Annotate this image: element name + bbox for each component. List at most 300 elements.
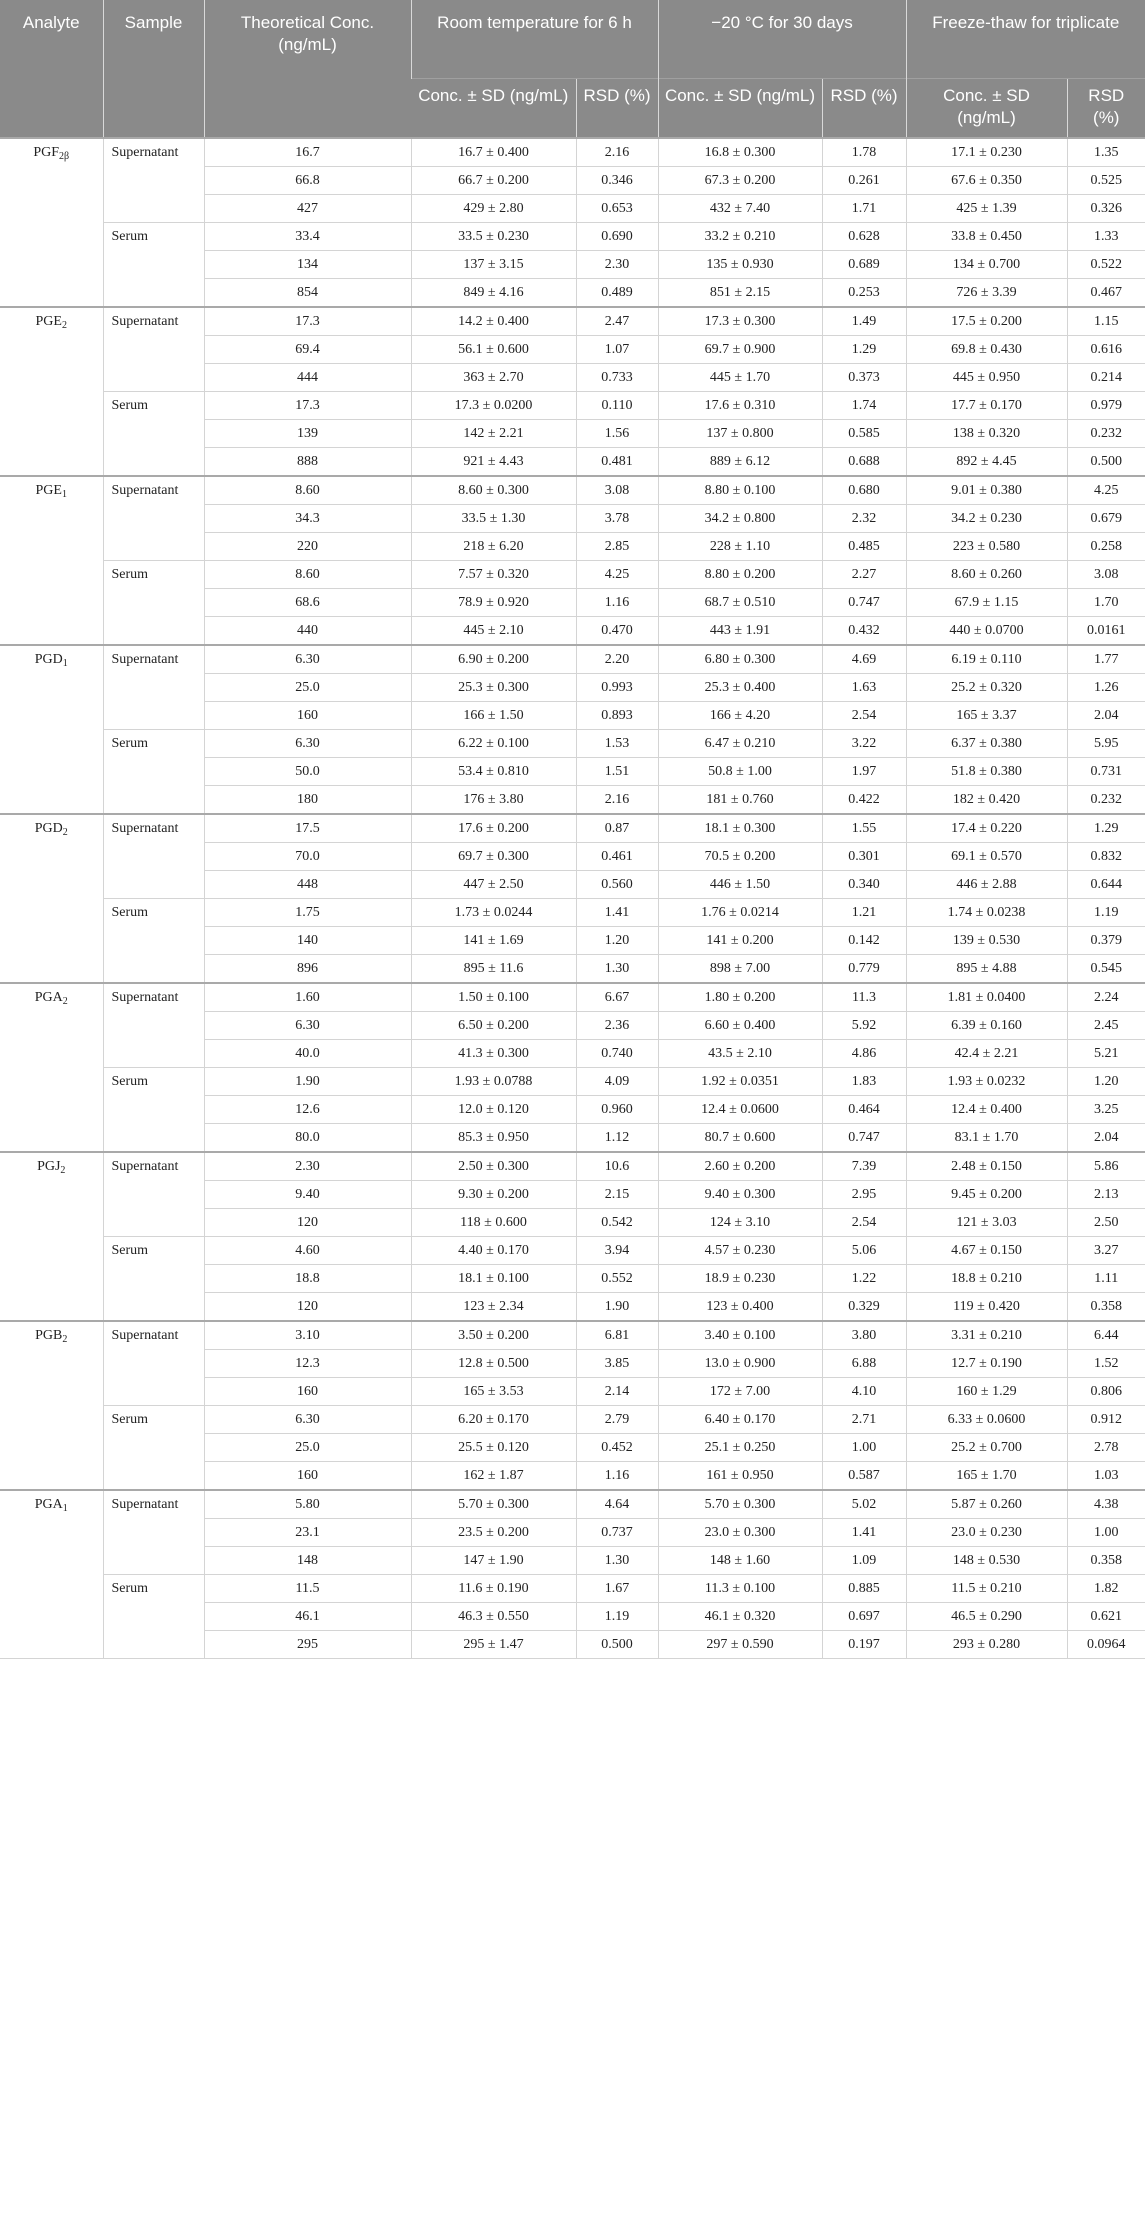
minus20-conc-cell: 161 ± 0.950 — [658, 1462, 822, 1491]
sample-type-cell: Serum — [103, 1237, 204, 1322]
freeze-thaw-conc-cell: 148 ± 0.530 — [906, 1547, 1067, 1575]
theoretical-conc-cell: 1.75 — [204, 899, 411, 927]
table-row — [0, 1237, 1145, 1265]
minus20-conc-cell: 181 ± 0.760 — [658, 786, 822, 815]
minus20-conc-cell: 11.3 ± 0.100 — [658, 1575, 822, 1603]
freeze-thaw-rsd-cell: 0.912 — [1067, 1406, 1145, 1434]
freeze-thaw-rsd-cell: 0.621 — [1067, 1603, 1145, 1631]
room-temp-rsd-cell: 2.20 — [576, 645, 658, 674]
freeze-thaw-rsd-cell: 5.95 — [1067, 730, 1145, 758]
analyte-name-cell — [0, 983, 103, 1152]
minus20-rsd-cell: 0.680 — [822, 476, 906, 505]
header-theoretical: Theoretical Conc. (ng/mL) — [204, 0, 411, 138]
room-temp-rsd-cell: 2.85 — [576, 533, 658, 561]
minus20-rsd-cell: 1.00 — [822, 1434, 906, 1462]
freeze-thaw-rsd-cell: 1.00 — [1067, 1519, 1145, 1547]
minus20-rsd-cell: 1.29 — [822, 336, 906, 364]
room-temp-rsd-cell: 0.461 — [576, 843, 658, 871]
room-temp-rsd-cell: 1.19 — [576, 1603, 658, 1631]
room-temp-rsd-cell: 0.489 — [576, 279, 658, 308]
room-temp-conc-cell: 123 ± 2.34 — [411, 1293, 576, 1322]
analyte-name: PGB — [35, 1328, 63, 1343]
theoretical-conc-cell: 12.3 — [204, 1350, 411, 1378]
minus20-rsd-cell: 1.09 — [822, 1547, 906, 1575]
freeze-thaw-rsd-cell: 1.33 — [1067, 223, 1145, 251]
freeze-thaw-conc-cell: 34.2 ± 0.230 — [906, 505, 1067, 533]
theoretical-conc-cell: 120 — [204, 1293, 411, 1322]
header-room-temperature: Room temperature for 6 h — [411, 0, 658, 79]
sample-type-cell: Serum — [103, 1406, 204, 1491]
minus20-conc-cell: 3.40 ± 0.100 — [658, 1321, 822, 1350]
room-temp-rsd-cell: 1.53 — [576, 730, 658, 758]
room-temp-conc-cell: 53.4 ± 0.810 — [411, 758, 576, 786]
freeze-thaw-rsd-cell: 0.806 — [1067, 1378, 1145, 1406]
room-temp-rsd-cell: 0.470 — [576, 617, 658, 646]
room-temp-conc-cell: 363 ± 2.70 — [411, 364, 576, 392]
theoretical-conc-cell: 68.6 — [204, 589, 411, 617]
theoretical-conc-cell: 6.30 — [204, 1012, 411, 1040]
freeze-thaw-conc-cell: 223 ± 0.580 — [906, 533, 1067, 561]
minus20-conc-cell: 50.8 ± 1.00 — [658, 758, 822, 786]
freeze-thaw-rsd-cell: 4.25 — [1067, 476, 1145, 505]
analyte-name-cell — [0, 138, 103, 307]
room-temp-conc-cell: 166 ± 1.50 — [411, 702, 576, 730]
room-temp-rsd-cell: 1.07 — [576, 336, 658, 364]
header-rsd: RSD (%) — [1067, 79, 1145, 139]
minus20-rsd-cell: 2.32 — [822, 505, 906, 533]
minus20-conc-cell: 16.8 ± 0.300 — [658, 138, 822, 167]
freeze-thaw-conc-cell: 69.1 ± 0.570 — [906, 843, 1067, 871]
freeze-thaw-rsd-cell: 0.232 — [1067, 786, 1145, 815]
freeze-thaw-rsd-cell: 1.29 — [1067, 814, 1145, 843]
freeze-thaw-rsd-cell: 0.616 — [1067, 336, 1145, 364]
room-temp-conc-cell: 25.5 ± 0.120 — [411, 1434, 576, 1462]
minus20-conc-cell: 25.3 ± 0.400 — [658, 674, 822, 702]
room-temp-conc-cell: 218 ± 6.20 — [411, 533, 576, 561]
minus20-conc-cell: 1.80 ± 0.200 — [658, 983, 822, 1012]
minus20-conc-cell: 2.60 ± 0.200 — [658, 1152, 822, 1181]
analyte-name: PGA — [34, 990, 63, 1005]
freeze-thaw-rsd-cell: 0.979 — [1067, 392, 1145, 420]
theoretical-conc-cell: 440 — [204, 617, 411, 646]
table-body — [0, 138, 1145, 1659]
room-temp-conc-cell: 78.9 ± 0.920 — [411, 589, 576, 617]
minus20-conc-cell: 18.9 ± 0.230 — [658, 1265, 822, 1293]
theoretical-conc-cell: 23.1 — [204, 1519, 411, 1547]
freeze-thaw-rsd-cell: 0.832 — [1067, 843, 1145, 871]
freeze-thaw-conc-cell: 17.5 ± 0.200 — [906, 307, 1067, 336]
minus20-rsd-cell: 4.69 — [822, 645, 906, 674]
minus20-rsd-cell: 7.39 — [822, 1152, 906, 1181]
header-freeze-thaw: Freeze-thaw for triplicate — [906, 0, 1145, 79]
freeze-thaw-rsd-cell: 0.500 — [1067, 448, 1145, 477]
freeze-thaw-conc-cell: 1.74 ± 0.0238 — [906, 899, 1067, 927]
freeze-thaw-conc-cell: 23.0 ± 0.230 — [906, 1519, 1067, 1547]
freeze-thaw-conc-cell: 17.1 ± 0.230 — [906, 138, 1067, 167]
minus20-rsd-cell: 0.697 — [822, 1603, 906, 1631]
minus20-conc-cell: 443 ± 1.91 — [658, 617, 822, 646]
room-temp-conc-cell: 85.3 ± 0.950 — [411, 1124, 576, 1153]
minus20-rsd-cell: 4.10 — [822, 1378, 906, 1406]
freeze-thaw-conc-cell: 12.7 ± 0.190 — [906, 1350, 1067, 1378]
minus20-rsd-cell: 0.432 — [822, 617, 906, 646]
minus20-conc-cell: 8.80 ± 0.100 — [658, 476, 822, 505]
room-temp-rsd-cell: 1.30 — [576, 955, 658, 984]
header-conc-sd: Conc. ± SD (ng/mL) — [411, 79, 576, 139]
minus20-rsd-cell: 2.27 — [822, 561, 906, 589]
theoretical-conc-cell: 5.80 — [204, 1490, 411, 1519]
freeze-thaw-conc-cell: 182 ± 0.420 — [906, 786, 1067, 815]
minus20-conc-cell: 297 ± 0.590 — [658, 1631, 822, 1659]
analyte-subscript: 2 — [62, 1334, 68, 1345]
freeze-thaw-rsd-cell: 3.27 — [1067, 1237, 1145, 1265]
room-temp-conc-cell: 8.60 ± 0.300 — [411, 476, 576, 505]
room-temp-rsd-cell: 0.481 — [576, 448, 658, 477]
theoretical-conc-cell: 295 — [204, 1631, 411, 1659]
theoretical-conc-cell: 2.30 — [204, 1152, 411, 1181]
theoretical-conc-cell: 12.6 — [204, 1096, 411, 1124]
minus20-conc-cell: 34.2 ± 0.800 — [658, 505, 822, 533]
room-temp-conc-cell: 162 ± 1.87 — [411, 1462, 576, 1491]
freeze-thaw-rsd-cell: 1.03 — [1067, 1462, 1145, 1491]
analyte-name: PGD — [34, 652, 63, 667]
sample-type-cell: Supernatant — [103, 1321, 204, 1406]
table-row — [0, 1406, 1145, 1434]
room-temp-rsd-cell: 0.690 — [576, 223, 658, 251]
theoretical-conc-cell: 11.5 — [204, 1575, 411, 1603]
freeze-thaw-rsd-cell: 0.522 — [1067, 251, 1145, 279]
freeze-thaw-rsd-cell: 1.11 — [1067, 1265, 1145, 1293]
freeze-thaw-rsd-cell: 0.258 — [1067, 533, 1145, 561]
room-temp-rsd-cell: 1.30 — [576, 1547, 658, 1575]
minus20-rsd-cell: 11.3 — [822, 983, 906, 1012]
freeze-thaw-rsd-cell: 1.15 — [1067, 307, 1145, 336]
minus20-conc-cell: 80.7 ± 0.600 — [658, 1124, 822, 1153]
room-temp-conc-cell: 41.3 ± 0.300 — [411, 1040, 576, 1068]
minus20-conc-cell: 17.3 ± 0.300 — [658, 307, 822, 336]
minus20-rsd-cell: 0.689 — [822, 251, 906, 279]
freeze-thaw-rsd-cell: 1.52 — [1067, 1350, 1145, 1378]
room-temp-rsd-cell: 0.653 — [576, 195, 658, 223]
room-temp-rsd-cell: 3.94 — [576, 1237, 658, 1265]
analyte-subscript: 2β — [59, 151, 70, 162]
room-temp-conc-cell: 118 ± 0.600 — [411, 1209, 576, 1237]
freeze-thaw-conc-cell: 6.39 ± 0.160 — [906, 1012, 1067, 1040]
room-temp-rsd-cell: 2.16 — [576, 138, 658, 167]
room-temp-conc-cell: 447 ± 2.50 — [411, 871, 576, 899]
freeze-thaw-conc-cell: 6.19 ± 0.110 — [906, 645, 1067, 674]
freeze-thaw-conc-cell: 18.8 ± 0.210 — [906, 1265, 1067, 1293]
analyte-subscript: 2 — [62, 827, 68, 838]
minus20-rsd-cell: 0.340 — [822, 871, 906, 899]
room-temp-rsd-cell: 2.47 — [576, 307, 658, 336]
room-temp-conc-cell: 4.40 ± 0.170 — [411, 1237, 576, 1265]
minus20-conc-cell: 9.40 ± 0.300 — [658, 1181, 822, 1209]
freeze-thaw-rsd-cell: 0.214 — [1067, 364, 1145, 392]
table-row — [0, 1152, 1145, 1181]
room-temp-rsd-cell: 0.552 — [576, 1265, 658, 1293]
minus20-conc-cell: 228 ± 1.10 — [658, 533, 822, 561]
analyte-name: PGE — [35, 314, 62, 329]
sample-type-cell: Serum — [103, 899, 204, 984]
room-temp-conc-cell: 6.50 ± 0.200 — [411, 1012, 576, 1040]
freeze-thaw-conc-cell: 139 ± 0.530 — [906, 927, 1067, 955]
table-row — [0, 983, 1145, 1012]
freeze-thaw-rsd-cell: 0.379 — [1067, 927, 1145, 955]
minus20-rsd-cell: 0.261 — [822, 167, 906, 195]
freeze-thaw-conc-cell: 9.45 ± 0.200 — [906, 1181, 1067, 1209]
room-temp-conc-cell: 69.7 ± 0.300 — [411, 843, 576, 871]
room-temp-conc-cell: 5.70 ± 0.300 — [411, 1490, 576, 1519]
minus20-conc-cell: 25.1 ± 0.250 — [658, 1434, 822, 1462]
analyte-name: PGF — [33, 145, 60, 160]
room-temp-conc-cell: 11.6 ± 0.190 — [411, 1575, 576, 1603]
freeze-thaw-conc-cell: 440 ± 0.0700 — [906, 617, 1067, 646]
freeze-thaw-rsd-cell: 5.86 — [1067, 1152, 1145, 1181]
theoretical-conc-cell: 17.3 — [204, 307, 411, 336]
freeze-thaw-rsd-cell: 2.50 — [1067, 1209, 1145, 1237]
room-temp-rsd-cell: 0.346 — [576, 167, 658, 195]
freeze-thaw-conc-cell: 726 ± 3.39 — [906, 279, 1067, 308]
header-analyte: Analyte — [0, 0, 103, 138]
minus20-rsd-cell: 0.779 — [822, 955, 906, 984]
analyte-name-cell — [0, 645, 103, 814]
minus20-rsd-cell: 1.22 — [822, 1265, 906, 1293]
freeze-thaw-rsd-cell: 0.679 — [1067, 505, 1145, 533]
freeze-thaw-rsd-cell: 1.70 — [1067, 589, 1145, 617]
room-temp-conc-cell: 921 ± 4.43 — [411, 448, 576, 477]
analyte-name: PGJ — [37, 1159, 61, 1174]
minus20-conc-cell: 68.7 ± 0.510 — [658, 589, 822, 617]
freeze-thaw-rsd-cell: 0.731 — [1067, 758, 1145, 786]
minus20-conc-cell: 33.2 ± 0.210 — [658, 223, 822, 251]
minus20-rsd-cell: 0.885 — [822, 1575, 906, 1603]
room-temp-conc-cell: 18.1 ± 0.100 — [411, 1265, 576, 1293]
freeze-thaw-conc-cell: 425 ± 1.39 — [906, 195, 1067, 223]
minus20-rsd-cell: 0.301 — [822, 843, 906, 871]
theoretical-conc-cell: 6.30 — [204, 730, 411, 758]
freeze-thaw-conc-cell: 12.4 ± 0.400 — [906, 1096, 1067, 1124]
minus20-rsd-cell: 0.464 — [822, 1096, 906, 1124]
freeze-thaw-rsd-cell: 4.38 — [1067, 1490, 1145, 1519]
room-temp-conc-cell: 141 ± 1.69 — [411, 927, 576, 955]
theoretical-conc-cell: 854 — [204, 279, 411, 308]
room-temp-rsd-cell: 1.67 — [576, 1575, 658, 1603]
theoretical-conc-cell: 160 — [204, 702, 411, 730]
header-rsd: RSD (%) — [576, 79, 658, 139]
room-temp-rsd-cell: 6.81 — [576, 1321, 658, 1350]
freeze-thaw-conc-cell: 69.8 ± 0.430 — [906, 336, 1067, 364]
freeze-thaw-conc-cell: 121 ± 3.03 — [906, 1209, 1067, 1237]
theoretical-conc-cell: 427 — [204, 195, 411, 223]
freeze-thaw-rsd-cell: 0.358 — [1067, 1547, 1145, 1575]
table-row — [0, 1321, 1145, 1350]
room-temp-rsd-cell: 1.16 — [576, 1462, 658, 1491]
table-row — [0, 1490, 1145, 1519]
minus20-rsd-cell: 1.49 — [822, 307, 906, 336]
room-temp-conc-cell: 137 ± 3.15 — [411, 251, 576, 279]
freeze-thaw-rsd-cell: 2.78 — [1067, 1434, 1145, 1462]
minus20-conc-cell: 18.1 ± 0.300 — [658, 814, 822, 843]
freeze-thaw-conc-cell: 165 ± 3.37 — [906, 702, 1067, 730]
minus20-conc-cell: 148 ± 1.60 — [658, 1547, 822, 1575]
room-temp-rsd-cell: 1.90 — [576, 1293, 658, 1322]
freeze-thaw-conc-cell: 1.93 ± 0.0232 — [906, 1068, 1067, 1096]
analyte-name-cell — [0, 476, 103, 645]
freeze-thaw-conc-cell: 1.81 ± 0.0400 — [906, 983, 1067, 1012]
room-temp-rsd-cell: 0.452 — [576, 1434, 658, 1462]
freeze-thaw-conc-cell: 165 ± 1.70 — [906, 1462, 1067, 1491]
sample-type-cell: Supernatant — [103, 1152, 204, 1237]
sample-type-cell: Supernatant — [103, 645, 204, 730]
theoretical-conc-cell: 18.8 — [204, 1265, 411, 1293]
minus20-conc-cell: 6.80 ± 0.300 — [658, 645, 822, 674]
freeze-thaw-rsd-cell: 0.525 — [1067, 167, 1145, 195]
room-temp-conc-cell: 429 ± 2.80 — [411, 195, 576, 223]
room-temp-rsd-cell: 2.79 — [576, 1406, 658, 1434]
theoretical-conc-cell: 6.30 — [204, 645, 411, 674]
freeze-thaw-rsd-cell: 0.467 — [1067, 279, 1145, 308]
analyte-name-cell — [0, 1490, 103, 1659]
minus20-conc-cell: 46.1 ± 0.320 — [658, 1603, 822, 1631]
freeze-thaw-rsd-cell: 0.0161 — [1067, 617, 1145, 646]
freeze-thaw-conc-cell: 895 ± 4.88 — [906, 955, 1067, 984]
room-temp-rsd-cell: 2.15 — [576, 1181, 658, 1209]
freeze-thaw-conc-cell: 4.67 ± 0.150 — [906, 1237, 1067, 1265]
freeze-thaw-conc-cell: 2.48 ± 0.150 — [906, 1152, 1067, 1181]
freeze-thaw-rsd-cell: 3.25 — [1067, 1096, 1145, 1124]
minus20-rsd-cell: 0.142 — [822, 927, 906, 955]
analyte-name: PGE — [35, 483, 62, 498]
analyte-subscript: 1 — [62, 658, 68, 669]
minus20-rsd-cell: 0.422 — [822, 786, 906, 815]
room-temp-rsd-cell: 0.737 — [576, 1519, 658, 1547]
theoretical-conc-cell: 448 — [204, 871, 411, 899]
minus20-conc-cell: 889 ± 6.12 — [658, 448, 822, 477]
freeze-thaw-rsd-cell: 1.26 — [1067, 674, 1145, 702]
sample-type-cell: Serum — [103, 1575, 204, 1659]
theoretical-conc-cell: 4.60 — [204, 1237, 411, 1265]
minus20-conc-cell: 898 ± 7.00 — [658, 955, 822, 984]
sample-type-cell: Supernatant — [103, 307, 204, 392]
room-temp-conc-cell: 295 ± 1.47 — [411, 1631, 576, 1659]
freeze-thaw-conc-cell: 67.6 ± 0.350 — [906, 167, 1067, 195]
room-temp-conc-cell: 9.30 ± 0.200 — [411, 1181, 576, 1209]
minus20-conc-cell: 123 ± 0.400 — [658, 1293, 822, 1322]
freeze-thaw-rsd-cell: 1.19 — [1067, 899, 1145, 927]
freeze-thaw-conc-cell: 6.33 ± 0.0600 — [906, 1406, 1067, 1434]
theoretical-conc-cell: 16.7 — [204, 138, 411, 167]
theoretical-conc-cell: 180 — [204, 786, 411, 815]
theoretical-conc-cell: 33.4 — [204, 223, 411, 251]
minus20-rsd-cell: 1.63 — [822, 674, 906, 702]
room-temp-conc-cell: 17.6 ± 0.200 — [411, 814, 576, 843]
freeze-thaw-conc-cell: 25.2 ± 0.320 — [906, 674, 1067, 702]
minus20-rsd-cell: 5.02 — [822, 1490, 906, 1519]
minus20-rsd-cell: 0.373 — [822, 364, 906, 392]
analyte-name: PGA — [34, 1497, 63, 1512]
room-temp-conc-cell: 66.7 ± 0.200 — [411, 167, 576, 195]
theoretical-conc-cell: 25.0 — [204, 674, 411, 702]
minus20-rsd-cell: 0.587 — [822, 1462, 906, 1491]
freeze-thaw-conc-cell: 51.8 ± 0.380 — [906, 758, 1067, 786]
table-header — [0, 0, 1145, 138]
sample-type-cell: Supernatant — [103, 814, 204, 899]
freeze-thaw-conc-cell: 42.4 ± 2.21 — [906, 1040, 1067, 1068]
minus20-rsd-cell: 2.95 — [822, 1181, 906, 1209]
minus20-conc-cell: 446 ± 1.50 — [658, 871, 822, 899]
room-temp-rsd-cell: 3.08 — [576, 476, 658, 505]
minus20-conc-cell: 4.57 ± 0.230 — [658, 1237, 822, 1265]
freeze-thaw-rsd-cell: 0.0964 — [1067, 1631, 1145, 1659]
theoretical-conc-cell: 1.60 — [204, 983, 411, 1012]
freeze-thaw-conc-cell: 446 ± 2.88 — [906, 871, 1067, 899]
freeze-thaw-rsd-cell: 2.45 — [1067, 1012, 1145, 1040]
minus20-conc-cell: 5.70 ± 0.300 — [658, 1490, 822, 1519]
theoretical-conc-cell: 160 — [204, 1462, 411, 1491]
minus20-rsd-cell: 0.747 — [822, 1124, 906, 1153]
sample-type-cell: Serum — [103, 1068, 204, 1153]
room-temp-rsd-cell: 2.36 — [576, 1012, 658, 1040]
theoretical-conc-cell: 50.0 — [204, 758, 411, 786]
minus20-rsd-cell: 0.485 — [822, 533, 906, 561]
analyte-subscript: 1 — [62, 1503, 68, 1514]
minus20-conc-cell: 43.5 ± 2.10 — [658, 1040, 822, 1068]
table-row — [0, 645, 1145, 674]
theoretical-conc-cell: 9.40 — [204, 1181, 411, 1209]
analyte-name-cell — [0, 1152, 103, 1321]
sample-type-cell: Serum — [103, 730, 204, 815]
room-temp-rsd-cell: 0.960 — [576, 1096, 658, 1124]
analyte-name-cell — [0, 814, 103, 983]
theoretical-conc-cell: 444 — [204, 364, 411, 392]
room-temp-rsd-cell: 0.993 — [576, 674, 658, 702]
theoretical-conc-cell: 139 — [204, 420, 411, 448]
freeze-thaw-rsd-cell: 2.24 — [1067, 983, 1145, 1012]
table-row — [0, 730, 1145, 758]
analyte-subscript: 1 — [61, 489, 67, 500]
minus20-conc-cell: 17.6 ± 0.310 — [658, 392, 822, 420]
theoretical-conc-cell: 40.0 — [204, 1040, 411, 1068]
sample-type-cell: Supernatant — [103, 476, 204, 561]
freeze-thaw-conc-cell: 67.9 ± 1.15 — [906, 589, 1067, 617]
freeze-thaw-conc-cell: 17.4 ± 0.220 — [906, 814, 1067, 843]
analyte-subscript: 2 — [61, 320, 67, 331]
sample-type-cell: Serum — [103, 561, 204, 646]
minus20-rsd-cell: 0.253 — [822, 279, 906, 308]
room-temp-rsd-cell: 4.09 — [576, 1068, 658, 1096]
freeze-thaw-rsd-cell: 0.358 — [1067, 1293, 1145, 1322]
freeze-thaw-conc-cell: 8.60 ± 0.260 — [906, 561, 1067, 589]
room-temp-rsd-cell: 0.110 — [576, 392, 658, 420]
minus20-conc-cell: 137 ± 0.800 — [658, 420, 822, 448]
room-temp-rsd-cell: 3.85 — [576, 1350, 658, 1378]
theoretical-conc-cell: 69.4 — [204, 336, 411, 364]
theoretical-conc-cell: 3.10 — [204, 1321, 411, 1350]
minus20-rsd-cell: 3.80 — [822, 1321, 906, 1350]
analyte-subscript: 2 — [62, 996, 68, 1007]
room-temp-rsd-cell: 0.740 — [576, 1040, 658, 1068]
freeze-thaw-rsd-cell: 5.21 — [1067, 1040, 1145, 1068]
room-temp-rsd-cell: 1.41 — [576, 899, 658, 927]
minus20-conc-cell: 1.92 ± 0.0351 — [658, 1068, 822, 1096]
minus20-rsd-cell: 1.74 — [822, 392, 906, 420]
theoretical-conc-cell: 220 — [204, 533, 411, 561]
sample-type-cell: Supernatant — [103, 1490, 204, 1575]
header-conc-sd: Conc. ± SD (ng/mL) — [906, 79, 1067, 139]
theoretical-conc-cell: 896 — [204, 955, 411, 984]
room-temp-conc-cell: 165 ± 3.53 — [411, 1378, 576, 1406]
